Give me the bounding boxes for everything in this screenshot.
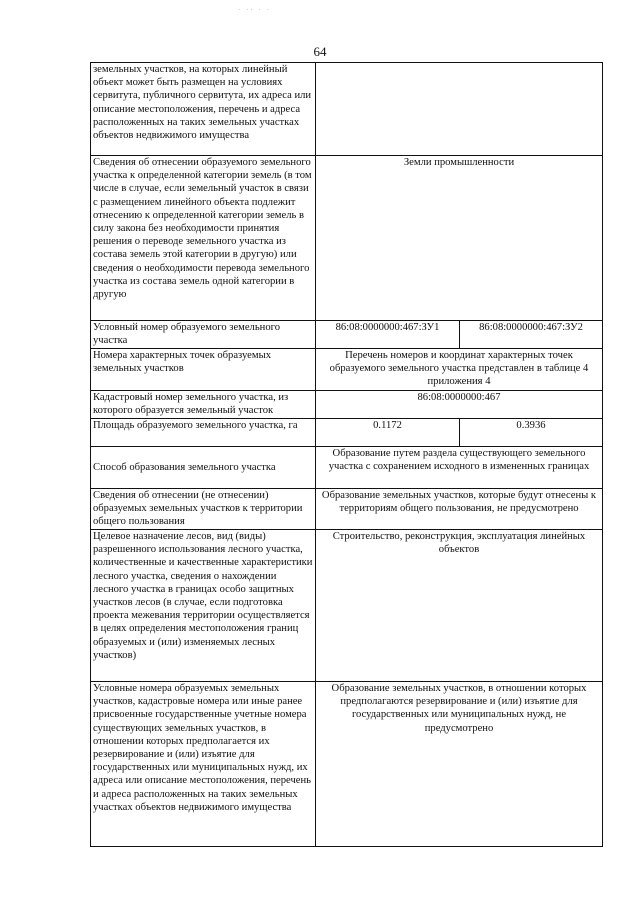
row-value: Строительство, реконструкция, эксплуатация линейных объектов (316, 530, 603, 682)
row-value: 86:08:0000000:467 (316, 391, 603, 419)
table-row (91, 391, 603, 419)
row-label: Сведения об отнесении образуемого земельного участка к определенной категории земель (в том числе в случае, если земельный участок в связи с размещением линейного объекта подлежит отнесению к определенной категории земель в силу закона без необходимости принятия решения о переводе земельного участка из состава земель этой категории в другую) или сведения о необходимости перевода земельного участка из состава земель одной категории в другую (91, 156, 316, 321)
row-value: Перечень номеров и координат характерных точек образуемого земельного участка представлен в таблице 4 приложения 4 (316, 349, 603, 391)
row-value (316, 63, 603, 156)
table-row (91, 419, 603, 447)
land-plot-table (90, 62, 603, 847)
page-number: 64 (313, 44, 327, 59)
table-row (91, 349, 603, 391)
table-row (91, 530, 603, 682)
row-value-1: 0.1172 (316, 419, 460, 447)
scan-noise: · ·· · · (238, 6, 271, 14)
row-value: Образование путем раздела существующего земельного участка с сохранением исходного в измененных границах (316, 447, 603, 489)
row-value: Образование земельных участков, в отношении которых предполагаются резервирование и (или) изъятие для государственных или муниципальных нужд, не предусмотрено (316, 682, 603, 847)
row-label: Способ образования земельного участка (91, 447, 316, 489)
row-value: Земли промышленности (316, 156, 603, 321)
table-row (91, 682, 603, 847)
row-label: Условные номера образуемых земельных участков, кадастровые номера или иные ранее присвоенные государственные учетные номера существующих земельных участков, в отношении которых предполагается их резервирование и (или) изъятие для государственных или муниципальных нужд, их адреса или описание местоположения, перечень и адреса расположенных на таких земельных участках объектов недвижимого имущества (91, 682, 316, 847)
row-value: Образование земельных участков, которые будут отнесены к территориям общего пользования, не предусмотрено (316, 489, 603, 530)
row-label: Условный номер образуемого земельного участка (91, 321, 316, 349)
row-value-2: 0.3936 (460, 419, 603, 447)
row-value-1: 86:08:0000000:467:ЗУ1 (316, 321, 460, 349)
table-row (91, 321, 603, 349)
table-row (91, 447, 603, 489)
row-label: Номера характерных точек образуемых земельных участков (91, 349, 316, 391)
table-row (91, 63, 603, 156)
row-label: земельных участков, на которых линейный объект может быть размещен на условиях сервитута, публичного сервитута, их адреса или описание местоположения, перечень и адреса расположенных на таких земельных участках объектов недвижимого имущества (91, 63, 316, 156)
row-label: Площадь образуемого земельного участка, га (91, 419, 316, 447)
row-label: Кадастровый номер земельного участка, из которого образуется земельный участок (91, 391, 316, 419)
table-row (91, 489, 603, 530)
row-label: Целевое назначение лесов, вид (виды) разрешенного использования лесного участка, количественные и качественные характеристики лесного участка, сведения о нахождении лесного участка в границах особо защитных участков лесов (в случае, если подготовка проекта межевания территории осуществляется в целях определения местоположения границ образуемых и (или) изменяемых лесных участков) (91, 530, 316, 682)
row-label: Сведения об отнесении (не отнесении) образуемых земельных участков к территории общего пользования (91, 489, 316, 530)
table-row (91, 156, 603, 321)
row-value-2: 86:08:0000000:467:ЗУ2 (460, 321, 603, 349)
